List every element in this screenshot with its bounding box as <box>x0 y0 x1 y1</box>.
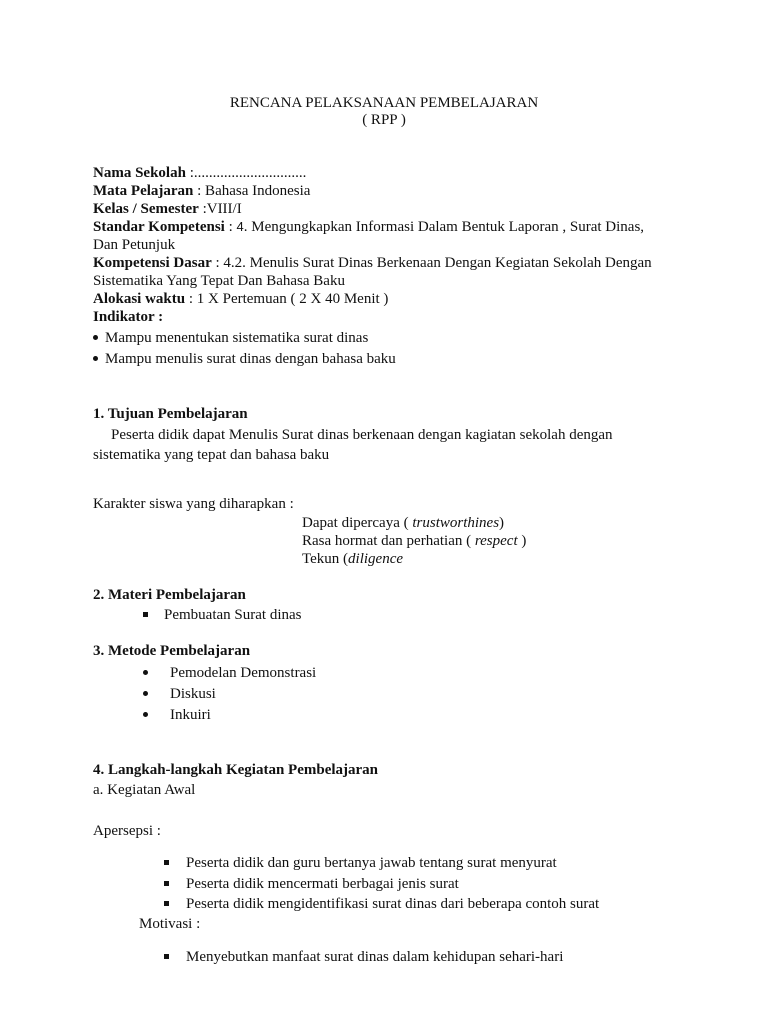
kelas-semester-value: :VIII/I <box>198 201 242 217</box>
kompetensi-dasar-value: : 4.2. Menulis Surat Dinas Berkenaan Dengan Kegiatan Sekolah Dengan <box>211 255 652 271</box>
bullet-icon <box>143 712 148 717</box>
apersepsi-item: Peserta didik mencermati berbagai jenis surat <box>164 875 459 893</box>
indikator-heading: Indikator : <box>93 309 164 325</box>
apersepsi-item: Peserta didik dan guru bertanya jawab tentang surat menyurat <box>164 854 557 872</box>
materi-heading: 2. Materi Pembelajaran <box>93 587 246 603</box>
langkah-heading: 4. Langkah-langkah Kegiatan Pembelajaran <box>93 762 379 778</box>
indikator-item: Mampu menentukan sistematika surat dinas <box>93 329 368 347</box>
motivasi-label: Motivasi : <box>139 916 201 932</box>
materi-item: Pembuatan Surat dinas <box>143 606 301 624</box>
kelas-semester-label: Kelas / Semester <box>93 201 199 217</box>
karakter-item: Tekun (diligence <box>302 551 404 567</box>
nama-sekolah-value: :.............................. <box>185 165 307 181</box>
alokasi-waktu-value: : 1 X Pertemuan ( 2 X 40 Menit ) <box>185 291 389 307</box>
nama-sekolah-row <box>93 164 306 182</box>
tujuan-line-2: sistematika yang tepat dan bahasa baku <box>93 447 330 463</box>
mata-pelajaran-row <box>93 182 310 200</box>
mata-pelajaran-value: : Bahasa Indonesia <box>193 183 311 199</box>
tujuan-heading: 1. Tujuan Pembelajaran <box>93 406 248 422</box>
standar-kompetensi-continuation: Dan Petunjuk <box>93 237 176 253</box>
standar-kompetensi-number: 4 <box>236 219 244 234</box>
metode-item: Inkuiri <box>143 706 211 724</box>
motivasi-item: Menyebutkan manfaat surat dinas dalam kehidupan sehari-hari <box>164 948 563 966</box>
indikator-item: Mampu menulis surat dinas dengan bahasa baku <box>93 350 396 368</box>
standar-kompetensi-sep: : <box>224 219 237 235</box>
apersepsi-item: Peserta didik mengidentifikasi surat dinas dari beberapa contoh surat <box>164 895 599 913</box>
nama-sekolah-label: Nama Sekolah <box>93 165 186 181</box>
document-title: RENCANA PELAKSANAAN PEMBELAJARAN <box>229 95 539 111</box>
tujuan-line-1: Peserta didik dapat Menulis Surat dinas berkenaan dengan kagiatan sekolah dengan <box>111 427 613 443</box>
apersepsi-label: Apersepsi : <box>93 823 161 839</box>
square-bullet-icon <box>143 612 148 617</box>
square-bullet-icon <box>164 860 169 865</box>
bullet-icon <box>93 356 98 361</box>
square-bullet-icon <box>164 954 169 959</box>
document-subtitle: ( RPP ) <box>362 112 406 128</box>
metode-heading: 3. Metode Pembelajaran <box>93 643 251 659</box>
square-bullet-icon <box>164 881 169 886</box>
standar-kompetensi-row <box>93 218 644 236</box>
square-bullet-icon <box>164 901 169 906</box>
metode-item: Diskusi <box>143 685 216 703</box>
kompetensi-dasar-label: Kompetensi Dasar <box>93 255 212 271</box>
metode-item: Pemodelan Demonstrasi <box>143 664 316 682</box>
kompetensi-dasar-row <box>93 254 652 272</box>
bullet-icon <box>143 691 148 696</box>
bullet-icon <box>143 670 148 675</box>
kompetensi-dasar-continuation: Sistematika Yang Tepat Dan Bahasa Baku <box>93 273 345 289</box>
kegiatan-awal-label: a. Kegiatan Awal <box>93 782 196 798</box>
mata-pelajaran-label: Mata Pelajaran <box>93 183 194 199</box>
alokasi-waktu-row <box>93 290 388 308</box>
standar-kompetensi-value: . Mengungkapkan Informasi Dalam Bentuk Laporan , Surat Dinas, <box>243 219 645 235</box>
bullet-icon <box>93 335 98 340</box>
alokasi-waktu-label: Alokasi waktu <box>93 291 186 307</box>
karakter-label: Karakter siswa yang diharapkan : <box>93 496 294 512</box>
karakter-item: Rasa hormat dan perhatian ( respect ) <box>302 533 527 549</box>
kelas-semester-row <box>93 200 242 218</box>
standar-kompetensi-label: Standar Kompetensi <box>93 219 225 235</box>
karakter-item: Dapat dipercaya ( trustworthines) <box>302 515 505 531</box>
